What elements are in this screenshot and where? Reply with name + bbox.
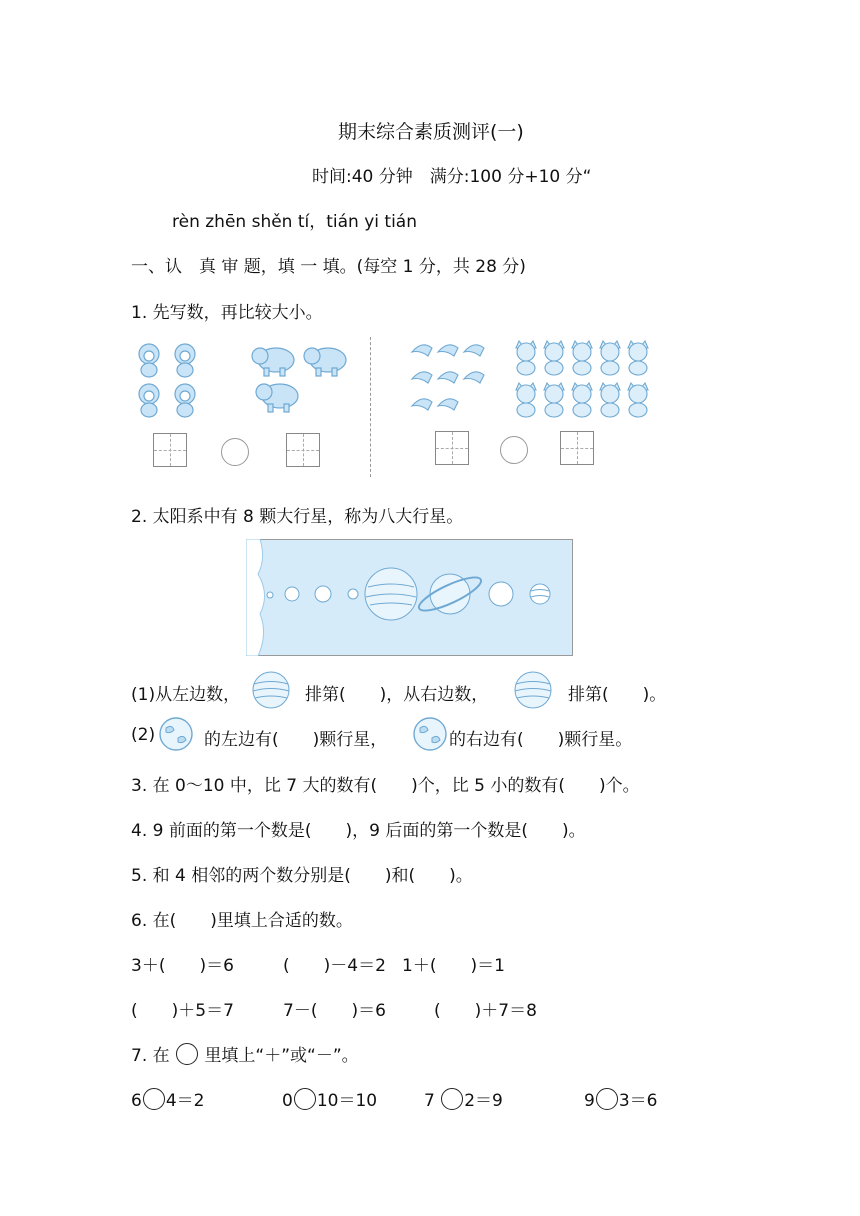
operator-item: 9 3＝6 [584, 1086, 657, 1111]
question-2-1-c: 排第( )。 [568, 685, 667, 705]
question-5: 5. 和 4 相邻的两个数分别是( )和( )。 [131, 866, 473, 886]
question-2-1-b: 排第( )，从右边数， [305, 685, 489, 705]
question-2-1: (1)从左边数， [131, 685, 241, 705]
question-3: 3. 在 0～10 中，比 7 大的数有( )个，比 5 小的数有( )个。 [131, 776, 640, 796]
question-2-2: (2) [131, 725, 156, 745]
monkey-group-icon [134, 340, 204, 420]
earth-icon [158, 716, 194, 752]
question-1: 1. 先写数，再比较大小。 [131, 303, 323, 323]
compare-circle[interactable] [500, 436, 528, 464]
equation: ( )＋7＝8 [434, 1001, 537, 1021]
exam-meta: 时间:40 分钟 满分:100 分+10 分“ [312, 167, 592, 187]
circle-symbol-icon [176, 1043, 198, 1065]
page-title: 期末综合素质测评(一) [338, 121, 524, 143]
operator-item: 7 2＝9 [424, 1086, 503, 1111]
question-2-2-c: 的右边有( )颗行星。 [449, 730, 633, 750]
question-4: 4. 9 前面的第一个数是( )，9 后面的第一个数是( )。 [131, 821, 586, 841]
answer-box[interactable] [153, 433, 187, 467]
question-6: 6. 在( )里填上合适的数。 [131, 911, 353, 931]
question-2: 2. 太阳系中有 8 颗大行星，称为八大行星。 [131, 507, 464, 527]
equation: 1＋( )＝1 [402, 956, 505, 976]
cat-group-icon [512, 340, 652, 420]
compare-circle[interactable] [221, 438, 249, 466]
earth-icon [412, 716, 448, 752]
operator-circle[interactable] [596, 1088, 618, 1110]
answer-box[interactable] [560, 431, 594, 465]
equation: ( )－4＝2 [283, 956, 386, 976]
pinyin-line: rèn zhēn shěn tí，tián yi tián [172, 212, 417, 232]
equation: ( )＋5＝7 [131, 1001, 234, 1021]
operator-item: 0 10＝10 [282, 1086, 377, 1111]
equation: 3＋( )＝6 [131, 956, 234, 976]
elephant-group-icon [250, 342, 355, 417]
answer-box[interactable] [435, 431, 469, 465]
section-heading: 一、认 真 审 题，填 一 填。(每空 1 分，共 28 分) [131, 257, 526, 277]
operator-circle[interactable] [143, 1088, 165, 1110]
jupiter-icon [513, 670, 553, 710]
operator-circle[interactable] [441, 1088, 463, 1110]
question-2-2-b: 的左边有( )颗行星， [204, 730, 388, 750]
dashed-divider [370, 337, 371, 477]
solar-system-image [246, 539, 573, 656]
dolphin-group-icon [410, 340, 485, 422]
answer-box[interactable] [286, 433, 320, 467]
equation: 7－( )＝6 [283, 1001, 386, 1021]
operator-circle[interactable] [294, 1088, 316, 1110]
jupiter-icon [251, 670, 291, 710]
operator-item: 6 4＝2 [131, 1086, 204, 1111]
question-7: 7. 在 里填上“＋”或“－”。 [131, 1041, 359, 1066]
